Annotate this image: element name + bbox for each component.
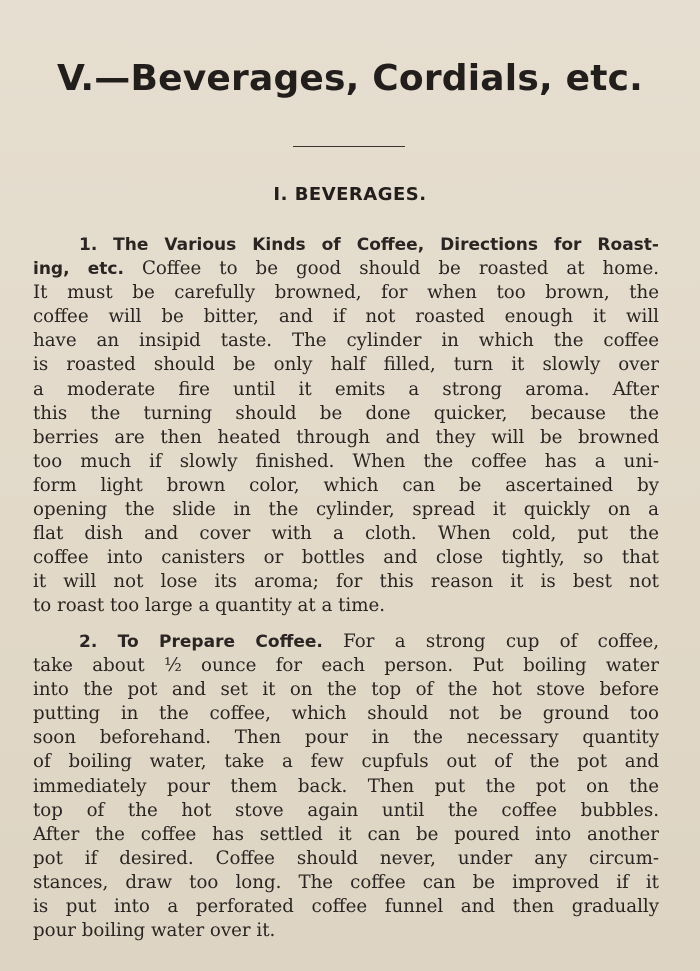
text-line: pour boiling water over it. [33,920,276,942]
text-line: soon beforehand. Then pour in the necessary quantity [33,727,659,749]
text-line: berries are then heated through and they will be browned [33,426,659,448]
text-line: take about ½ ounce for each person. Put boiling water [33,655,659,677]
text-line: have an insipid taste. The cylinder in which the coffee [33,330,659,352]
text-line: into the pot and set it on the top of the hot stove before [33,679,659,701]
text-line: top of the hot stove again until the coffee bubbles. [33,799,659,821]
text-line: is roasted should be only half filled, turn it slowly over [33,354,659,376]
text-segment: Coffee to be good should be roasted at home. [123,258,659,280]
text-line: is put into a perforated coffee funnel and then gradually [33,896,659,918]
text-line: form light brown color, which can be ascertained by [33,474,659,496]
chapter-title: V.—Beverages, Cordials, etc. [56,58,644,99]
text-line [33,257,659,281]
text-line: of boiling water, take a few cupfuls out of the pot and [33,751,659,773]
paragraph-number: 1. [79,235,98,255]
text-line: opening the slide in the cylinder, spread it quickly on a [33,499,659,521]
text-line: coffee into canisters or bottles and close tightly, so that [33,547,659,569]
text-segment: For a strong cup of coffee, [322,631,659,652]
title-divider [293,146,405,147]
paragraph-number: 2. [79,632,98,652]
text-line: flat dish and cover with a cloth. When cold, put the [33,523,659,545]
text-line: pot if desired. Coffee should never, under any circum- [33,847,659,869]
text-line: stances, draw too long. The coffee can be improved if it [33,871,659,893]
section-heading: I. BEVERAGES. [273,184,427,205]
paragraph-title: To Prepare Coffee. [117,632,323,652]
text-line: After the coffee has settled it can be poured into another [33,823,659,845]
text-line [33,630,659,654]
text-line: a moderate fire until it emits a strong aroma. After [33,378,659,400]
paragraph-prepare-coffee [33,630,659,943]
text-line: coffee will be bitter, and if not roasted enough it will [33,306,659,328]
text-line: It must be carefully browned, for when too brown, the [33,282,659,304]
text-line: putting in the coffee, which should not be ground too [33,703,659,725]
text-line: this the turning should be done quicker, because the [33,402,659,424]
text-line: to roast too large a quantity at a time. [33,595,385,617]
text-line: immediately pour them back. Then put the pot on the [33,775,659,797]
text-line: it will not lose its aroma; for this reason it is best not [33,571,659,593]
paragraph-coffee-kinds [33,233,659,619]
paragraph-title: The Various Kinds of Coffee, Directions for Roast- [113,235,659,255]
text-line: too much if slowly finished. When the coffee has a uni- [33,450,659,472]
paragraph-title-continued: ing, etc. [33,259,124,280]
text-line [33,233,659,257]
